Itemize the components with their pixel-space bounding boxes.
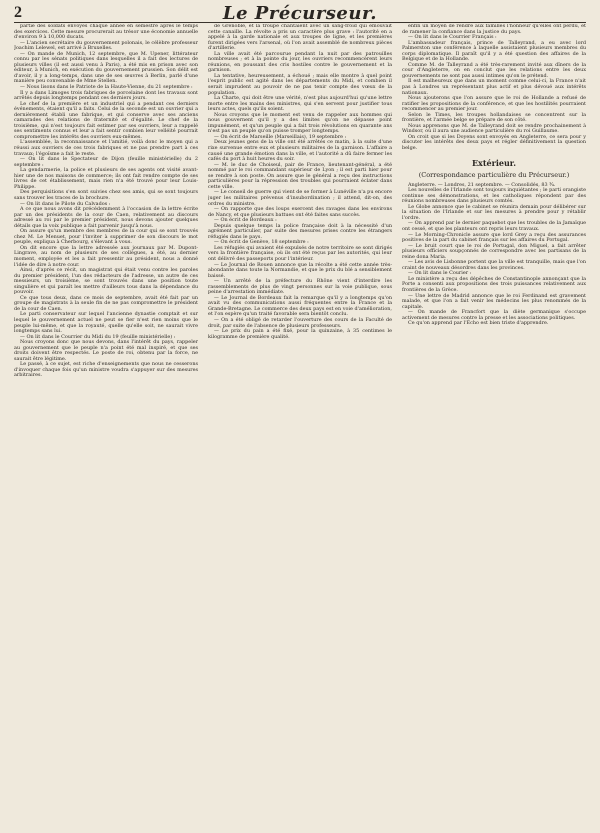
article-paragraph: — Le Journal de Rouen annonce que la récolte a été cette année très-abondante dans toute la Normandie, et que le prix du blé a sensiblement baissé. [208,261,392,279]
section-subheading-correspondence: (Correspondance particulière du Précurseur.) [418,170,570,179]
article-paragraph: Ce que tous deux, dans ce mois de septembre, avait été fait par un groupe de magistrats à la seule fin de ne pas compromettre le président de la cour de Caen. [14,294,198,312]
article-paragraph: Le parti conservateur sur lequel l'ancienne dynastie comptait et sur lequel le gouvernement actuel ne peut se fier n'est rien moins que le peuple lui-même, et que la royauté, quelle qu'elle soit, ne saurait vivre longtemps sans lui. [14,311,198,335]
column-2 [208,24,392,829]
article-paragraph: — On mande de Munich, 12 septembre, que M. Upener, littérateur connu par les sénats politiques dans lesquelles il a fait des lectures de plusieurs villes (il est aussi venu à Paris), a été mis en prison avec son éditeur, à Munich, en exécution du gouvernement prussien. Son délit est d'avoir, il y a long-temps, dans une de ses œuvres à Berlin, parlé d'une manière peu convenable de Mme Stellen. [14,50,198,85]
article-paragraph: — On mande de Francfort que la diète germanique s'occupe activement de mesures contre la presse et les associations politiques. [402,309,586,321]
article-paragraph: — On apprend par le dernier paquebot que les troubles de la Jamaïque ont cessé, et que les planteurs ont repris leurs travaux. [402,220,586,232]
article-paragraph: Nous croyons que le moment est venu de rappeler aux hommes qui nous gouvernent qu'il y a des limites qu'on ne dépasse point impunément, et qu'un peuple qui a fait trois révolutions en quarante ans n'est pas un peuple qu'on puisse tromper longtemps. [208,111,392,135]
article-paragraph: — On écrit de Bordeaux : [214,217,277,224]
article-paragraph: Le passé, à ce sujet, est riche d'enseignements que nous ne cesserons d'invoquer chaque fois qu'un ministre voudra s'appuyer sur des mesures arbitraires. [14,361,198,379]
article-paragraph: — Le bruit court que le roi de Portugal, don Miguel, a fait arrêter plusieurs officiers soupçonnés de correspondre avec les partisans de la reine dona Maria. [402,242,586,260]
article-paragraph: Ce qu'on apprend par l'Écho est bien triste d'apprendre. [408,320,549,327]
article-paragraph: La ville avait été parcourue pendant la nuit par des patrouilles nombreuses ; et à la pointe du jour, les ouvriers recommencèrent leurs réunions, en poussant des cris hostiles contre le gouvernement et la garnison. [208,50,392,74]
article-paragraph: Selon le Times, les troupes hollandaises se concentrent sur la frontière, et l'armée belge se prépare de son côté. [402,111,586,124]
article-paragraph: Comme M. de Talleyrand a été très-rarement invité aux dîners de la cour d'Angleterre, on en conclut que les relations entre les deux gouvernements ne sont pas aussi intimes qu'on le prétend. [402,61,586,79]
article-paragraph: Le Globe annonce que le cabinet se réunira demain pour délibérer sur la situation de l'Irlande et sur les mesures à prendre pour y rétablir l'ordre. [402,203,586,221]
article-paragraph: Le chef de la première et un industriel qui a pendant ces derniers événements, étaient qu'il a faits. Celui de la seconde est un ouvrier qui a dernièrement établi une fabrique, et qui conserve avec ses anciens camarades des relations de fraternité et d'égalité. Le chef de la troisième, qui n'est toujours fait estimer par ses ouvriers, leur a rappelé ses sentiments connus et leur a fait sentir combien leur velléité pourrait compromettre les intérêts des ouvriers eux-mêmes. [14,100,198,140]
article-paragraph: Nous apprenons que M. de Talleyrand doit se rendre prochainement à Windsor, où il aura une audience particulière du roi Guillaume. [402,122,586,135]
column-1 [14,24,198,829]
article-paragraph: — On lit dans le Spectateur de Dijon (feuille ministérielle) du 2 septembre : [14,156,198,168]
article-paragraph: Le ministère a reçu des dépêches de Constantinople annonçant que la Porte a consenti aux propositions des trois puissances relativement aux frontières de la Grèce. [402,275,586,293]
article-paragraph: — On lit dans le Courier : [408,270,472,277]
article-paragraph: Il y a dans Limoges trois fabriques de porcelaine dont les travaux sont arrêtés depuis longtemps pendant ces derniers jours. [14,89,198,102]
article-paragraph: Des perquisitions s'en sont suivies chez ses amis, qui se sont toujours sans trouver les traces de la brochure. [14,189,198,201]
article-paragraph: partie des soldats envoyés chaque année en semestre après le temps des exercices. Cette mesure procurerait au trésor une économie annuelle d'environ 9 à 10,000 ducats. [14,24,198,41]
article-paragraph: On croit que si les Doyens sont envoyés en Angleterre, ce sera pour y discuter les intérêts des deux pays et régler définitivement la question belge. [402,133,586,152]
column-3-bottom [402,183,586,327]
article-paragraph: — Un arrêté de la préfecture du Rhône vient d'interdire les rassemblements de plus de vingt personnes sur la voie publique, sous peine d'arrestation immédiate. [208,278,392,296]
article-paragraph: Nous ajouterons que l'on assure que le roi de Hollande a refusé de ratifier les propositions de la conférence, et que les hostilités pourraient recommencer au premier jour. [402,95,586,113]
article-paragraph: — M. le duc de Choiseul, pair de France, lieutenant-général, a été nommé par le roi commandant supérieur de Lyon ; il est parti hier pour se rendre à son poste. On assure que le général a reçu des instructions particulières pour la répression des troubles qui pourraient éclater dans cette ville. [208,161,392,190]
article-paragraph: — Le Journal de Bordeaux fait la remarque qu'il y a longtemps qu'on avait vu des communications aussi fréquentes entre la France et la Grande-Bretagne. Le commerce des deux pays est en voie d'amélioration, et l'on espère qu'un traité favorable sera bientôt conclu. [208,294,392,318]
article-paragraph: — Les avis de Lisbonne portent que la ville est tranquille, mais que l'on craint de nouveaux désordres dans les provinces. [402,259,586,271]
article-paragraph: Nous croyons donc que nous devons, dans l'intérêt du pays, rappeler au gouvernement que le peuple n'a point été mal inspiré, et que ses droits doivent être respectés. Le poste de roi, obtenu par la force, ne saurait être légitime. [14,339,198,362]
article-paragraph: — On écrit de Marseille (Marseillais), 19 septembre : [214,133,347,140]
article-paragraph: de Grenoble, et la troupe chantaient avec un sang-froid qui émouvait cette canaille. La révolte a pris un caractère plus grave : l'autorité en a appelé à la garde nationale et aux troupes de ligne, et les premières furent dirigées vers l'arsenal, où l'on avait assemblé de nombreux pièces d'artillerie. [208,24,392,52]
article-paragraph: — On lit dans le Courrier Français : [408,34,497,41]
article-paragraph: L'assemblée, la reconnaissance et l'amitié, voilà donc le moyen qui a réussi aux ouvriers de ces trois fabriques et ne pas prendre part à ces travaux; l'égoïsme a fait le reste. [14,139,198,157]
article-paragraph: — On rapporte que des loups exercent des ravages dans les environs de Nancy, et que plusieurs battues ont été faites sans succès. [208,206,392,218]
column-3 [402,24,586,829]
article-paragraph: L'ambassadeur français, prince de Talleyrand, a eu avec lord Palmerston une conférence à laquelle assistaient plusieurs membres du corps diplomatique. Il paraît qu'il y a été question des affaires de la Belgique et de la Hollande. [402,39,586,63]
article-paragraph: — Nous lisons dans le Patriote de la Haute-Vienne, du 21 septembre : [20,84,193,91]
article-paragraph: Les réfugiés qui avaient été expulsés de notre territoire se sont dirigés vers la frontière française, où ils ont été reçus par les autorités, qui leur ont délivré des passeports pour l'intérieur. [208,244,392,262]
article-paragraph: — On lit dans le Pilote du Calvados : [20,200,111,207]
article-columns [14,24,586,829]
article-paragraph: Depuis quelque temps la police française doit à la nécessité d'un agrément particulier, par suite des mesures prises contre les étrangers réfugiés dans le pays. [208,222,392,240]
article-paragraph: — Le Morning-Chronicle assure que lord Grey a reçu des assurances positives de la part du cabinet français sur les affaires du Portugal. [402,231,586,244]
article-paragraph: On dit encore que la lettre adressée aux journaux par M. Dupont-Lingrave, au nom de plusieurs de ses collègues, a été, au dernier moment, employée et les a fait pressentir au président, nous a donné l'idée de dire à notre cour. [14,244,198,268]
article-paragraph: Ainsi, d'après ce récit, un magistrat qui était venu contre les paroles du premier président, l'un des rédacteurs de l'adresse, un autre de ces messieurs, un troisième, se sont trouvés dans une position toute singulière et qui paraît les mettre d'ailleurs tous dans la dépendance du pouvoir. [14,267,198,296]
article-paragraph: — On a été obligé de retarder l'ouverture des cours de la Faculté de droit, par suite de l'absence de plusieurs professeurs. [208,316,392,329]
article-paragraph: — On lit dans le Courrier du Midi du 19 (feuille ministérielle) : [20,333,176,340]
article-paragraph: Deux jeunes gens de la ville ont été arrêtés ce matin, à la suite d'une rixe survenue entre eux et plusieurs militaires de la garnison. L'affaire a causé une grande émotion dans la ville, et l'autorité a dû faire fermer les cafés du port à huit heures du soir. [208,139,392,163]
article-paragraph: La Charte, qui doit être une vérité, n'est plus aujourd'hui qu'une lettre morte entre les mains des ministres, qui s'en servent pour justifier tous leurs actes, quels qu'ils soient. [208,95,392,113]
article-paragraph: Les nouvelles de l'Irlande sont toujours inquiétantes ; le parti orangiste continue ses démonstrations, et les catholiques répondent par des réunions nombreuses dans plusieurs comtés. [402,187,586,205]
page-number: 2 [14,4,22,21]
article-paragraph: Il est malheureux que dans un moment comme celui-ci, la France n'ait pas à Londres un représentant plus actif et plus dévoué aux intérêts nationaux. [402,78,586,96]
section-heading-exterieur: Extérieur. [471,157,517,168]
column-3-top [402,24,586,152]
journal-title: Le Précurseur. [222,3,378,24]
article-paragraph: — Le prix du pain a été fixé, pour la quinzaine, à 35 centimes le kilogramme de première qualité. [208,328,392,340]
article-paragraph: Angleterre. — Londres, 21 septembre. — Consolidés, 83 ¾. [408,181,556,188]
article-paragraph: enfin un moyen de rendre aux familles l'honneur qu'elles ont perdu, et de ramener la confiance dans la justice du pays. [402,24,586,35]
article-paragraph: On assure qu'un membre des membres de la cour qui se sont trouvés chez M. Le Menuet, pour l'inviter à supprimer de son discours le mot peuple, expliqua à Cherbourg, s'élevant à vous. [14,228,198,246]
article-paragraph: La tentative, heureusement, a échoué ; mais elle montre à quel point l'esprit public est agité dans les départements du Midi, et combien il serait imprudent au pouvoir de ne pas tenir compte des vœux de la population. [208,72,392,96]
article-paragraph: — Une lettre de Madrid annonce que le roi Ferdinand est gravement malade, et que l'on a fait venir les médecins les plus renommés de la capitale. [402,292,586,310]
article-paragraph: — Le conseil de guerre qui vient de se former à Lunéville n'a pu encore juger les militaires prévenus d'insubordination ; il attend, dit-on, des ordres du ministre. [208,189,392,207]
article-paragraph: A ce que nous avons dit précédemment à l'occasion de la lettre écrite par un des présidents de la cour de Caen, relativement au discours adressé au roi par le premier président, nous devons ajouter quelques détails que la voix publique a fait parvenir jusqu'à nous. [14,206,198,229]
article-paragraph: — On écrit de Genève, 18 septembre : [214,239,309,246]
masthead [14,3,586,24]
article-paragraph: La gendarmerie, la police et plusieurs de ses agents ont visité avant-hier une de nos maisons de commerce; ils ont fait rendre compte de ses livres de cet établissement, mais rien n'a été trouvé pour leur Louis-Philippe. [14,167,198,190]
article-paragraph: — L'ancien secrétaire du gouvernement polonais, le célèbre professeur Joachim Lelewel, est arrivé à Bruxelles. [14,39,198,52]
